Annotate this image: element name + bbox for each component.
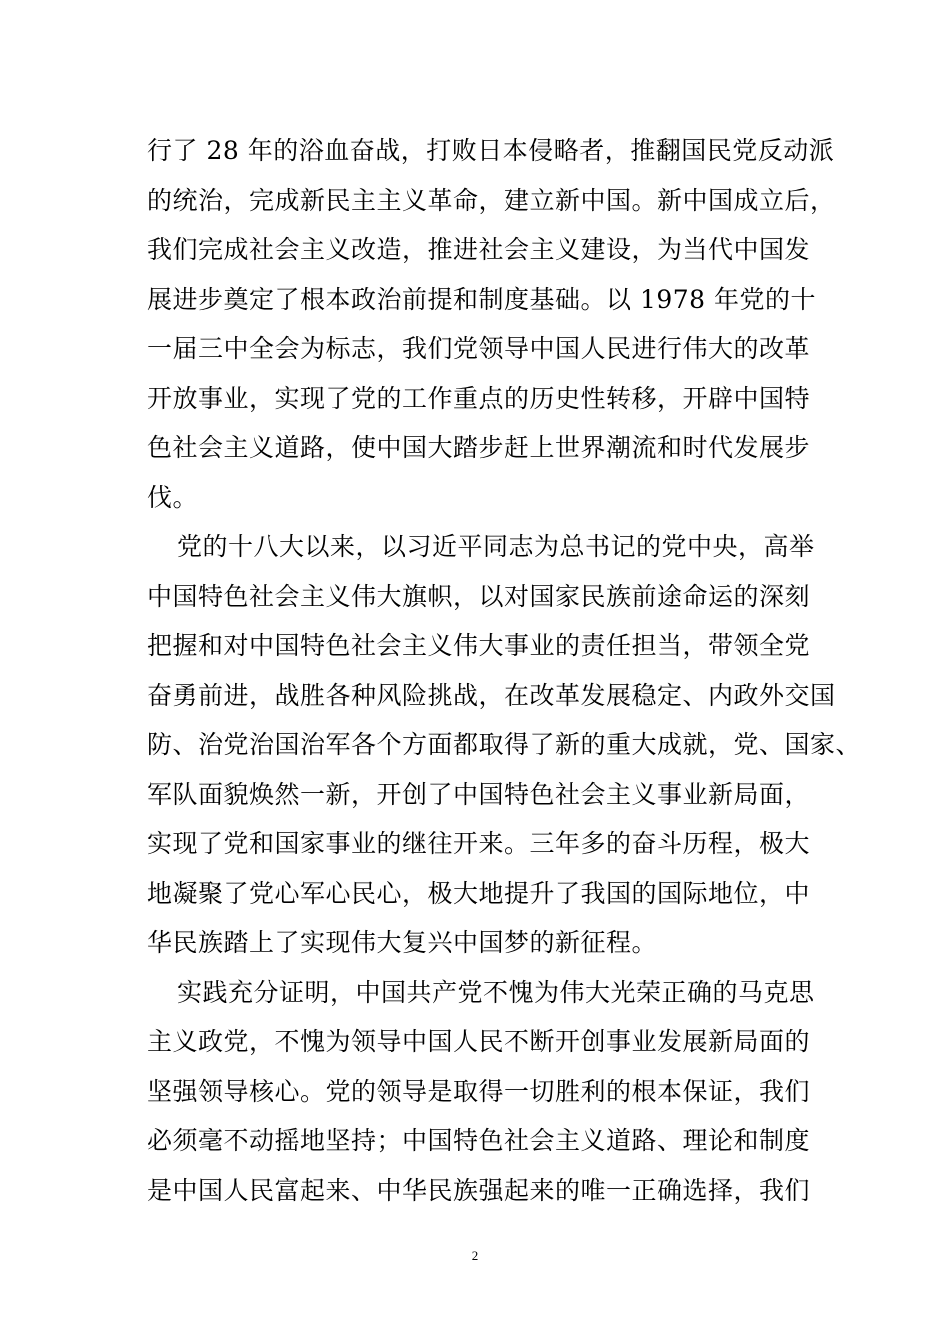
- text-line: 坚强领导核心。党的领导是取得一切胜利的根本保证，我们: [147, 1076, 811, 1106]
- text-line: 行了 28 年的浴血奋战，打败日本侵略者，推翻国民党反动派: [147, 136, 835, 165]
- text-line: 实践充分证明，中国共产党不愧为伟大光荣正确的马克思: [177, 977, 815, 1007]
- text-line: 党的十八大以来，以习近平同志为总书记的党中央，高举: [177, 532, 815, 561]
- text-line: 防、治党治国治军各个方面都取得了新的重大成就，党、国家、: [147, 730, 862, 759]
- text-line: 必须毫不动摇地坚持；中国特色社会主义道路、理论和制度: [147, 1126, 811, 1155]
- body-text: [147, 126, 862, 1215]
- text-line: 主义政党，不愧为领导中国人民不断开创事业发展新局面的: [147, 1027, 811, 1056]
- text-line: 华民族踏上了实现伟大复兴中国梦的新征程。: [147, 928, 658, 957]
- text-line: 实现了党和国家事业的继往开来。三年多的奋斗历程，极大: [147, 829, 811, 858]
- text-line: 一届三中全会为标志，我们党领导中国人民进行伟大的改革: [147, 334, 811, 363]
- text-line: 把握和对中国特色社会主义伟大事业的责任担当，带领全党: [147, 631, 811, 660]
- text-line: 的统治，完成新民主主义革命，建立新中国。新中国成立后，: [147, 185, 836, 215]
- text-line: 是中国人民富起来、中华民族强起来的唯一正确选择，我们: [147, 1175, 811, 1205]
- paragraph-2: [147, 522, 862, 968]
- text-line: 奋勇前进，战胜各种风险挑战，在改革发展稳定、内政外交国: [147, 680, 836, 710]
- text-line: 伐。: [147, 482, 199, 512]
- text-line: 我们完成社会主义改造，推进社会主义建设，为当代中国发: [147, 235, 811, 264]
- text-line: 中国特色社会主义伟大旗帜，以对国家民族前途命运的深刻: [147, 581, 811, 611]
- paragraph-1: [147, 126, 836, 522]
- text-line: 展进步奠定了根本政治前提和制度基础。以 1978 年党的十: [147, 284, 817, 314]
- paragraph-3: [147, 968, 827, 1216]
- text-line: 地凝聚了党心军心民心，极大地提升了我国的国际地位，中: [147, 878, 811, 908]
- text-line: 军队面貌焕然一新，开创了中国特色社会主义事业新局面，: [147, 779, 811, 809]
- text-line: 开放事业，实现了党的工作重点的历史性转移，开辟中国特: [147, 383, 811, 413]
- page-number: 2: [471, 1248, 479, 1263]
- text-line: 色社会主义道路，使中国大踏步赶上世界潮流和时代发展步: [147, 433, 811, 462]
